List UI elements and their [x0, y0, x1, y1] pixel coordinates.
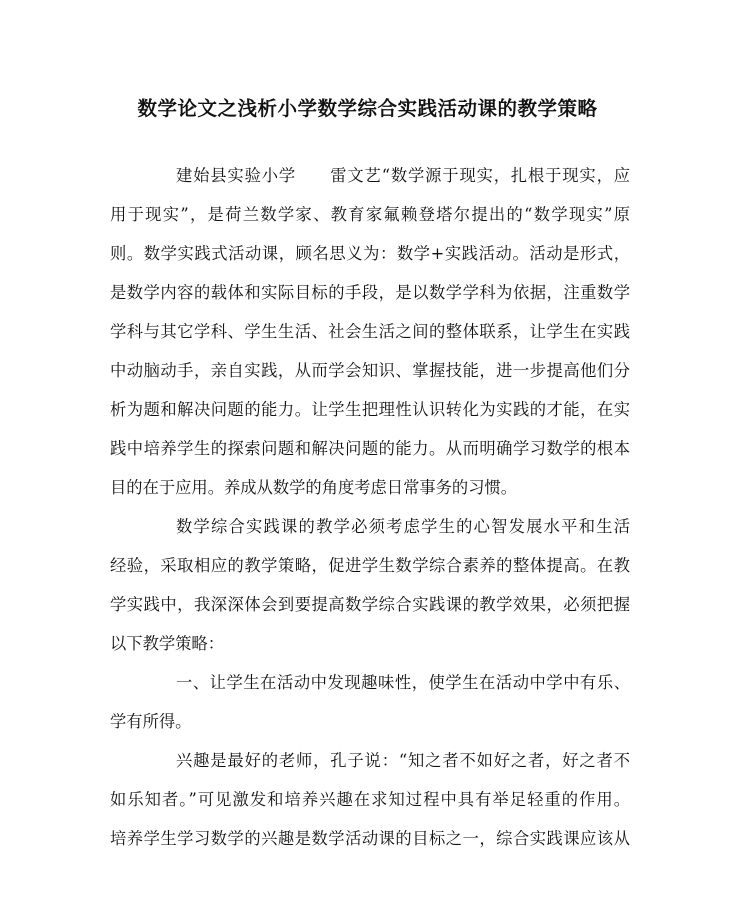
text-line: 以下教学策略：	[110, 634, 224, 653]
text-line: 如乐知者。”可见激发和培养兴趣在求知过程中具有举足轻重的作用。	[110, 790, 630, 809]
text-line: 则。数学实践式活动课，顾名思义为：数学+实践活动。活动是形式，	[110, 244, 630, 263]
document-title: 数学论文之浅析小学数学综合实践活动课的教学策略	[137, 97, 598, 120]
text-line: 兴趣是最好的老师，孔子说：“知之者不如好之者，好之者不	[176, 751, 630, 770]
text-line: 培养学生学习数学的兴趣是数学活动课的目标之一，综合实践课应该从	[110, 829, 630, 848]
text-line: 一、让学生在活动中发现趣味性，使学生在活动中学中有乐、	[176, 673, 630, 692]
text-line: 析为题和解决问题的能力。让学生把理性认识转化为实践的才能，在实	[110, 400, 630, 419]
text-line: 学有所得。	[110, 712, 192, 731]
text-line: 中动脑动手，亲自实践，从而学会知识、掌握技能，进一步提高他们分	[110, 361, 630, 380]
text-line: 建始县实验小学 雷文艺“数学源于现实，扎根于现实，应	[176, 166, 630, 185]
text-line: 用于现实”，是荷兰数学家、教育家氟赖登塔尔提出的“数学现实”原	[110, 205, 630, 224]
text-line: 学科与其它学科、学生生活、社会生活之间的整体联系，让学生在实践	[110, 322, 630, 341]
text-line: 经验，采取相应的教学策略，促进学生数学综合素养的整体提高。在教	[110, 556, 630, 575]
text-line: 是数学内容的载体和实际目标的手段，是以数学学科为依据，注重数学	[110, 283, 630, 302]
text-line: 目的在于应用。养成从数学的角度考虑日常事务的习惯。	[110, 478, 518, 497]
text-line: 学实践中，我深深体会到要提高数学综合实践课的教学效果，必须把握	[110, 595, 630, 614]
text-line: 践中培养学生的探索问题和解决问题的能力。从而明确学习数学的根本	[110, 439, 630, 458]
text-line: 数学综合实践课的教学必须考虑学生的心智发展水平和生活	[176, 517, 630, 536]
